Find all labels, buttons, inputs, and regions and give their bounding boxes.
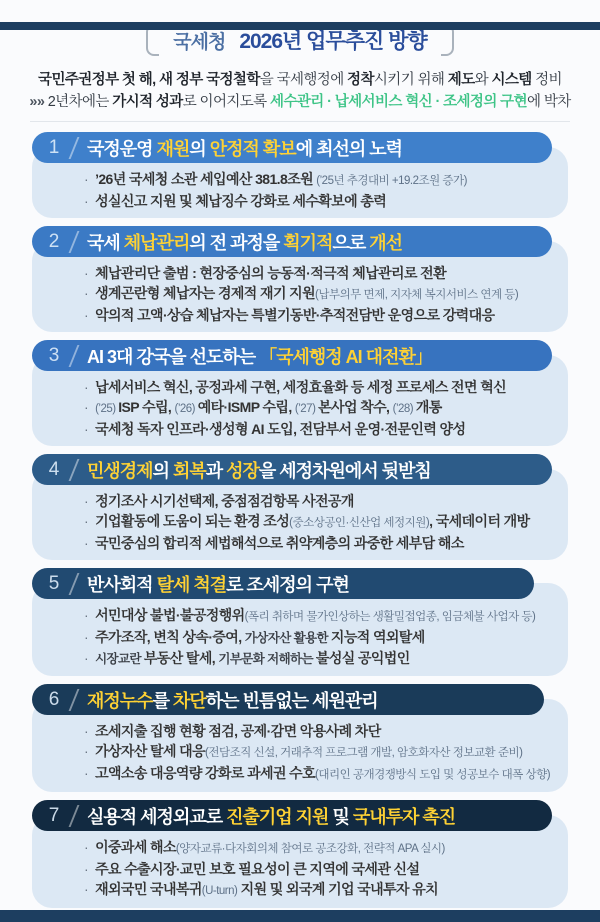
section-header — [32, 340, 552, 371]
text-segment: 정기조사 시기선택제, 중점점검항목 사전공개 — [95, 493, 354, 509]
section-number: 2 — [48, 230, 60, 252]
text-segment: (납부의무 면제, 지자체 복지서비스 연계 등) — [315, 289, 519, 301]
text-segment: 성실신고 지원 및 체납징수 강화로 세수확보에 총력 — [95, 193, 387, 209]
list-item — [84, 605, 554, 627]
text-segment: 실용적 세정외교로 — [87, 806, 227, 827]
bullet-dot: · — [84, 399, 89, 415]
text-segment: 세수관리 · 납세서비스 혁신 · 조세정의 구현 — [270, 94, 527, 110]
bullet-dot: · — [84, 650, 89, 666]
text-segment: 제도 — [447, 72, 475, 88]
text-segment: 주요 수출시장·교민 보호 필요성이 큰 지역에 국세관 신설 — [95, 861, 420, 877]
text-segment: 를 — [152, 690, 173, 711]
text-segment: 2년차에는 — [47, 94, 113, 110]
text-segment: 기부문화 저해하는 — [218, 652, 316, 666]
bullet-dot: · — [84, 285, 89, 301]
text-segment: (전담조직 신설, 거래추적 프로그램 개발, 암호화자산 정보교환 준비) — [205, 747, 523, 759]
text-segment: 하는 빈틈없는 세원관리 — [205, 690, 378, 711]
text-segment: 국내투자 촉진 — [352, 806, 456, 827]
text-segment: 획기적 — [283, 232, 333, 253]
list-item — [84, 741, 554, 763]
text-segment: 성장 — [226, 460, 259, 481]
text-segment: 국정운영 — [87, 138, 157, 159]
list-item — [84, 397, 554, 419]
section-title — [87, 343, 432, 369]
bullet-dot: · — [84, 513, 89, 529]
list-item — [84, 763, 554, 785]
list-item — [84, 533, 554, 553]
text-segment: AI 3대 강국을 선도하는 — [87, 346, 260, 367]
infographic-page — [0, 22, 600, 922]
text-segment: 조세지출 집행 현황 점검, 공제·감면 악용사례 차단 — [95, 723, 381, 739]
text-segment: 에 박차 — [526, 94, 571, 110]
text-segment: ISP 수립, — [118, 399, 175, 415]
agency-name: 국세청 — [173, 31, 226, 53]
text-segment: 지능적 역외탈세 — [330, 629, 425, 645]
bullet-dot: · — [84, 839, 89, 855]
text-segment: 「국세행정 AI 대전환」 — [259, 346, 432, 367]
text-segment: 고액소송 대응역량 강화로 과세권 수호 — [95, 765, 316, 781]
text-segment: 악의적 고액·상습 체납자는 특별기동반·추적전담반 운영으로 강력대응 — [95, 307, 495, 323]
text-segment: ’26년 국세청 소관 세입예산 381.8조원 — [95, 171, 317, 187]
text-segment: 지원 및 외국계 기업 국내투자 유치 — [237, 881, 439, 897]
text-segment: (’25년 추경대비 +19.2조원 증가) — [316, 175, 467, 187]
text-segment: 으로 — [332, 232, 370, 253]
bullet-dot: · — [84, 723, 89, 739]
bullet-dot: · — [84, 307, 89, 323]
bottom-border-bar — [0, 910, 600, 922]
text-segment: 국민주권정부 첫 해, 새 정부 국정철학 — [38, 72, 260, 88]
text-segment: (’28) — [392, 403, 416, 415]
text-segment: »» — [29, 94, 48, 110]
policy-section — [32, 800, 568, 908]
list-item — [84, 879, 554, 901]
list-item — [84, 859, 554, 879]
text-segment: 부동산 탈세, — [143, 650, 219, 666]
section-title — [87, 687, 378, 713]
intro-line-2 — [0, 91, 600, 113]
text-segment: 국세 — [87, 232, 124, 253]
text-segment: (폭리 취하며 물가인상하는 생활밀접업종, 임금체불 사업자 등) — [244, 611, 536, 623]
bullet-dot: · — [84, 629, 89, 645]
section-number: 1 — [48, 136, 60, 158]
section-number: 4 — [48, 458, 60, 480]
text-segment: 로 이어지도록 — [182, 94, 271, 110]
section-header — [32, 684, 544, 715]
text-segment: 을 국세행정에 — [259, 72, 348, 88]
text-segment: 가상자산 탈세 대응 — [95, 743, 206, 759]
text-segment: 불성실 공익법인 — [315, 650, 410, 666]
bullet-dot: · — [84, 743, 89, 759]
section-header — [32, 800, 552, 831]
text-segment: 탈세 척결 — [156, 574, 227, 595]
policy-section — [32, 340, 568, 446]
text-segment: 재외국민 국내복귀 — [95, 881, 202, 897]
text-segment: 민생경제 — [87, 460, 153, 481]
text-segment: 본사업 착수, — [318, 399, 393, 415]
policy-section — [32, 454, 568, 560]
section-number: 6 — [48, 688, 60, 710]
bullet-dot: · — [84, 861, 89, 877]
text-segment: 재정누수 — [87, 690, 153, 711]
policy-section — [32, 684, 568, 792]
text-segment: 회복 — [172, 460, 206, 481]
list-item — [84, 511, 554, 533]
text-segment: 의 — [189, 138, 210, 159]
list-item — [84, 837, 554, 859]
section-header — [32, 132, 552, 163]
text-segment: 정착 — [347, 72, 374, 88]
list-item — [84, 419, 554, 439]
text-segment: 로 조세정의 구현 — [226, 574, 349, 595]
text-segment: 가상자산 활용한 — [244, 631, 331, 645]
text-segment: 주가조작, 변칙 상속·증여, — [95, 629, 245, 645]
text-segment: 시스템 — [491, 72, 532, 88]
text-segment: (’26) — [174, 403, 198, 415]
section-number: 5 — [48, 572, 60, 594]
text-segment: 차단 — [172, 690, 206, 711]
text-segment: 반사회적 — [87, 574, 157, 595]
bullet-dot: · — [84, 535, 89, 551]
list-item — [84, 721, 554, 741]
section-divider-slash — [69, 689, 80, 711]
bullet-dot: · — [84, 171, 89, 187]
list-item — [84, 627, 554, 648]
section-divider-slash — [69, 231, 80, 253]
list-item — [84, 377, 554, 397]
section-header — [32, 226, 552, 257]
text-segment: 과 — [205, 460, 227, 481]
text-segment: 국세청 독자 인프라·생성형 AI 도입, 전담부서 운영·전문인력 양성 — [95, 421, 466, 437]
text-segment: 및 — [328, 806, 353, 827]
bullet-dot: · — [84, 265, 89, 281]
text-segment: 시장교란 — [95, 652, 144, 666]
intro-divider — [30, 121, 570, 122]
text-segment: 체납관리 — [123, 232, 190, 253]
text-segment: (’27) — [294, 403, 319, 415]
text-segment: 진출기업 지원 — [226, 806, 329, 827]
sections-list — [32, 132, 568, 908]
text-segment: 이중과세 해소 — [95, 839, 176, 855]
text-segment: 납세서비스 혁신, 공정과세 구현, 세정효율화 등 세정 프로세스 전면 혁신 — [95, 379, 507, 395]
text-segment: 생계곤란형 체납자는 경제적 재기 지원 — [95, 285, 316, 301]
text-segment: 정비 — [531, 72, 562, 88]
list-item — [84, 191, 554, 211]
text-segment: 와 — [474, 72, 492, 88]
section-divider-slash — [69, 137, 80, 159]
intro-line-1 — [0, 69, 600, 91]
bullet-dot: · — [84, 607, 89, 623]
text-segment: (중소상공인·신산업 세정지원) — [289, 517, 430, 529]
section-header — [32, 454, 552, 485]
section-header — [32, 568, 534, 599]
text-segment: (양자교류·다자회의체 참여로 공조강화, 전략적 APA 실시) — [175, 843, 445, 855]
bullet-dot: · — [84, 881, 89, 897]
text-segment: 국민중심의 합리적 세법해석으로 취약계층의 과중한 세부담 해소 — [95, 535, 464, 551]
section-title — [87, 229, 402, 255]
policy-section — [32, 226, 568, 332]
top-border-bar — [0, 22, 600, 30]
section-title — [87, 803, 455, 829]
list-item — [84, 491, 554, 511]
bullet-dot: · — [84, 765, 89, 781]
section-divider-slash — [69, 459, 80, 481]
section-number: 7 — [48, 804, 60, 826]
text-segment: 체납관리단 출범 : 현장중심의 능동적·적극적 체납관리로 전환 — [95, 265, 447, 281]
text-segment: 의 — [152, 460, 173, 481]
list-item — [84, 169, 554, 191]
text-segment: 의 전 과정을 — [189, 232, 284, 253]
text-segment: 재원 — [156, 138, 190, 159]
section-title — [87, 457, 431, 483]
text-segment: 가시적 성과 — [112, 94, 183, 110]
page-title-text: 2026년 업무추진 방향 — [239, 30, 427, 53]
text-segment: 을 세정차원에서 뒷받침 — [258, 460, 431, 481]
bullet-dot: · — [84, 421, 89, 437]
text-segment: (대리인 공개경쟁방식 도입 및 성공보수 대폭 상향) — [315, 769, 551, 781]
text-segment: 개통 — [415, 399, 442, 415]
bullet-dot: · — [84, 493, 89, 509]
policy-section — [32, 568, 568, 676]
section-divider-slash — [69, 345, 80, 367]
text-segment: 예타·ISMP 수립, — [197, 399, 295, 415]
section-title — [87, 571, 349, 597]
bullet-dot: · — [84, 379, 89, 395]
bullet-dot: · — [84, 193, 89, 209]
list-item — [84, 283, 554, 305]
text-segment: , 국세데이터 개방 — [429, 513, 530, 529]
text-segment: 안정적 확보 — [209, 138, 296, 159]
section-divider-slash — [69, 573, 80, 595]
text-segment: 시키기 위해 — [373, 72, 448, 88]
list-item — [84, 263, 554, 283]
text-segment: (U-turn) — [201, 885, 238, 897]
list-item — [84, 648, 554, 669]
text-segment: 서민대상 불법·불공정행위 — [95, 607, 245, 623]
text-segment: 기업활동에 도움이 되는 환경 조성 — [95, 513, 290, 529]
section-number: 3 — [48, 344, 60, 366]
text-segment: 에 최선의 노력 — [295, 138, 403, 159]
section-title — [87, 135, 402, 161]
text-segment: 개선 — [369, 232, 403, 253]
policy-section — [32, 132, 568, 218]
section-divider-slash — [69, 805, 80, 827]
list-item — [84, 305, 554, 325]
text-segment: (’25) — [95, 403, 119, 415]
